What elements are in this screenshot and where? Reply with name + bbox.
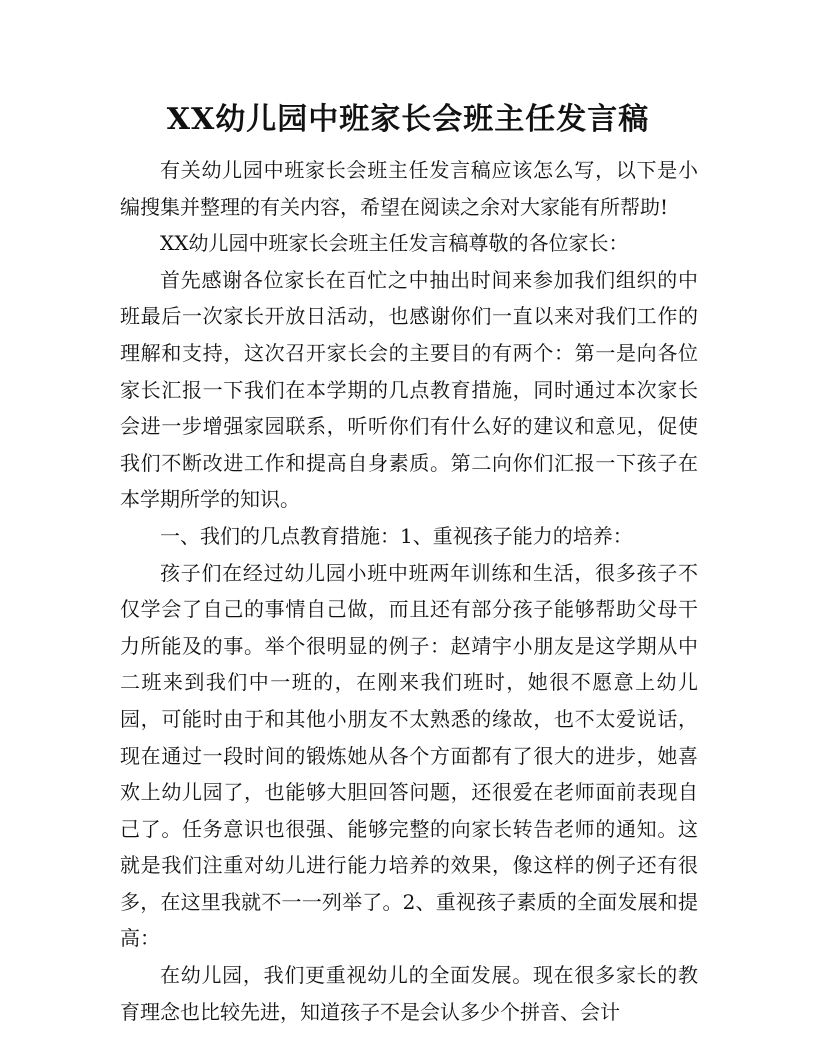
paragraph-holistic-development: 在幼儿园，我们更重视幼儿的全面发展。现在很多家长的教育理念也比较先进，知道孩子不是会认多少个拼音、会计 xyxy=(120,963,698,1024)
paragraph-salutation: XX幼儿园中班家长会班主任发言稿尊敬的各位家长： xyxy=(160,231,629,256)
paragraph-intro: 有关幼儿园中班家长会班主任发言稿应该怎么写，以下是小编搜集并整理的有关内容，希望在阅读之余对大家能有所帮助! xyxy=(120,158,698,219)
paragraph-ability-example: 孩子们在经过幼儿园小班中班两年训练和生活，很多孩子不仅学会了自己的事情自己做，而且还有部分孩子能够帮助父母干力所能及的事。举个很明显的例子：赵靖宇小朋友是这学期从中二班来到我们中一班的，在刚来我们班时，她很不愿意上幼儿园，可能时由于和其他小朋友不太熟悉的缘故，也不太爱说话，现在通过一段时间的锻炼她从各个方面都有了很大的进步，她喜欢上幼儿园了，也能够大胆回答问题，还很爱在老师面前表现自己了。任务意识也很强、能够完整的向家长转告老师的通知。这就是我们注重对幼儿进行能力培养的效果，像这样的例子还有很多，在这里我就不一一列举了。2、重视孩子素质的全面发展和提高： xyxy=(120,560,698,951)
document-body xyxy=(120,152,698,1030)
paragraph-purpose: 首先感谢各位家长在百忙之中抽出时间来参加我们组织的中班最后一次家长开放日活动，也感谢你们一直以来对我们工作的理解和支持，这次召开家长会的主要目的有两个：第一是向各位家长汇报一下我们在本学期的几点教育措施，同时通过本次家长会进一步增强家园联系，听听你们有什么好的建议和意见，促使我们不断改进工作和提高自身素质。第二向你们汇报一下孩子在本学期所学的知识。 xyxy=(120,267,698,512)
document-title: XX幼儿园中班家长会班主任发言稿 xyxy=(166,102,650,137)
paragraph-section-heading: 一、我们的几点教育措施：1、重视孩子能力的培养： xyxy=(160,523,633,548)
